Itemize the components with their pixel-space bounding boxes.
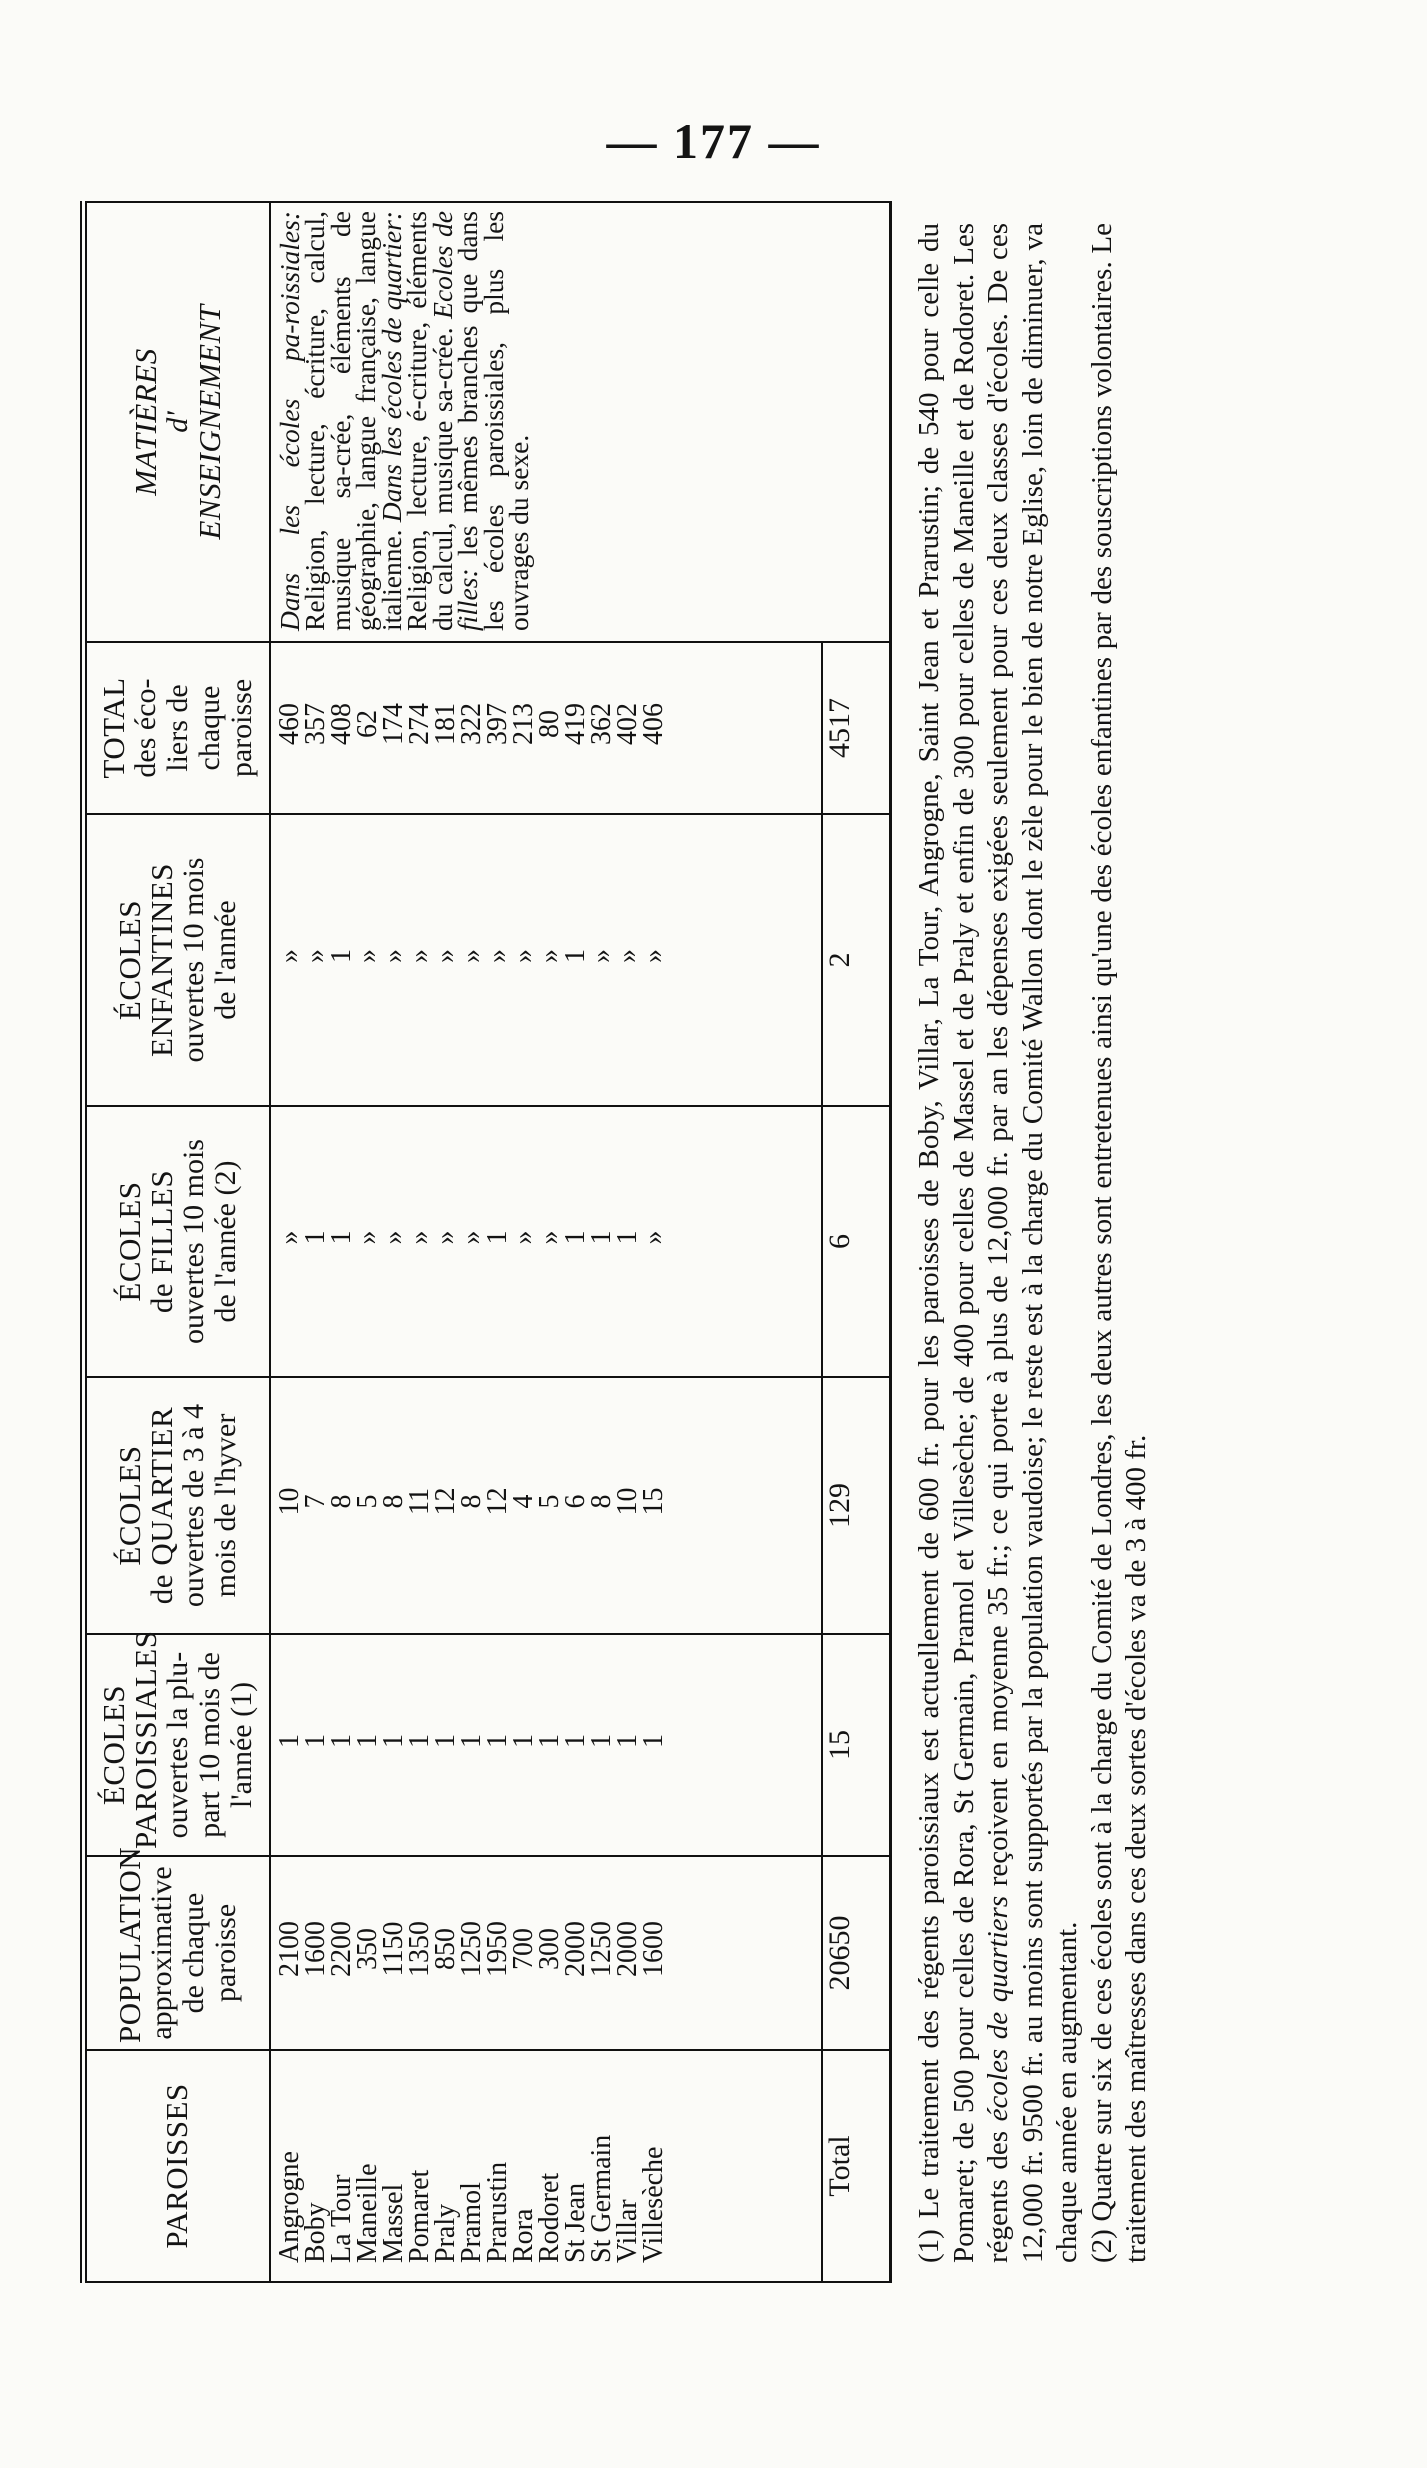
table-cell: 7 <box>299 1494 331 1509</box>
table-cell: Rora <box>507 2208 539 2263</box>
table-cell: » <box>455 1230 487 1245</box>
table-cell: » <box>611 949 643 963</box>
header-paroisses: PAROISSES <box>84 2050 270 2282</box>
table-cell: 8 <box>377 1494 409 1509</box>
table-cell: Praly <box>429 2203 461 2263</box>
total-label: Total <box>822 2050 891 2282</box>
footnotes <box>912 223 1154 2263</box>
col-matieres <box>270 202 891 642</box>
table-cell: » <box>429 1230 461 1245</box>
header-matieres: MATIÈRES d' ENSEIGNEMENT <box>84 202 270 642</box>
table-cell: 213 <box>507 703 539 745</box>
table-cell: 1 <box>273 1734 305 1748</box>
table-cell: 1 <box>559 1230 591 1245</box>
footnote-1: (1) Le traitement des régents paroissiaux est actuellement de 600 fr. pour les paroisses de Boby, Villar, La Tour, Angrogne, Saint Jean et Prarustin; de 540 pour celle du Pomaret; de 500 pour celles de Rora, St Germain, Pramol et Villesèche; de 400 pour celles de Massel et de Praly et enfin de 300 pour celles de Maneille et de Rodoret. Les régents des écoles de quartiers reçoivent en moyenne 35 fr.; ce qui porte à plus de 12,000 fr. par an les dépenses exigées seulement pour ces deux classes d'écoles. De ces 12,000 fr. 9500 fr. au moins sont supportés par la population vaudoise; le reste est à la charge du Comité Wallon dont le zèle pour le bien de notre Eglise, loin de diminuer, va chaque année en augmentant. <box>913 223 1083 2263</box>
table-cell: 1 <box>299 1734 331 1748</box>
table-cell: St Jean <box>559 2182 591 2263</box>
table-cell: La Tour <box>325 2174 357 2263</box>
table-cell: Rodoret <box>533 2172 565 2263</box>
total-ecoliers-list <box>271 643 667 813</box>
table-cell: 1 <box>533 1734 565 1748</box>
table-cell: 322 <box>455 703 487 745</box>
total-population: 20650 <box>822 1856 891 2050</box>
col-paroisses <box>270 2050 822 2282</box>
paroissiales-list <box>271 1635 667 1855</box>
table-cell: » <box>637 1230 669 1245</box>
filles-list <box>271 1107 667 1376</box>
table-cell: 1 <box>637 1734 669 1748</box>
table-cell: 11 <box>403 1488 435 1515</box>
table-cell: 700 <box>507 1928 539 1970</box>
table-cell: 1 <box>481 1230 513 1245</box>
table-cell: Prarustin <box>481 2161 513 2263</box>
table-cell: 350 <box>351 1928 383 1970</box>
table-cell: 174 <box>377 703 409 745</box>
page-number: — 177 — <box>606 113 821 169</box>
col-population <box>270 1856 822 2050</box>
table-cell: 62 <box>351 710 383 738</box>
table-cell: 1 <box>585 1230 617 1245</box>
table-cell: Massel <box>377 2183 409 2263</box>
table-cell: 419 <box>559 703 591 745</box>
matieres-fragment: Dans les écoles de quartier: <box>375 211 407 523</box>
table-cell: » <box>351 1230 383 1245</box>
table-cell: 1 <box>611 1230 643 1245</box>
table-cell: 15 <box>637 1487 669 1516</box>
table-cell: » <box>455 949 487 963</box>
table-cell: 1 <box>299 1230 331 1245</box>
table-cell: 1 <box>325 949 357 963</box>
col-enfantines <box>270 814 822 1106</box>
table-cell: 300 <box>533 1928 565 1970</box>
table-cell: 4 <box>507 1494 539 1509</box>
table-cell: » <box>377 949 409 963</box>
table-cell: Maneille <box>351 2163 383 2263</box>
table-cell: 5 <box>533 1494 565 1509</box>
table-cell: » <box>637 949 669 963</box>
table-cell: » <box>585 949 617 963</box>
table-cell: 6 <box>559 1494 591 1509</box>
table-cell: 1950 <box>481 1921 513 1977</box>
data-row <box>270 202 822 2282</box>
footnote-2: (2) Quatre sur six de ces écoles sont à la charge du Comité de Londres, les deux autres sont entretenues ainsi qu'une des écoles enfantines par des souscriptions volontaires. Le traitement des maîtresses dans ces deux sortes d'écoles va de 3 à 400 fr. <box>1085 223 1152 2263</box>
table-cell: » <box>377 1230 409 1245</box>
table-cell: 274 <box>403 703 435 745</box>
total-quartier: 129 <box>822 1377 891 1634</box>
table-cell: St Germain <box>585 2134 617 2263</box>
table-cell: 362 <box>585 703 617 745</box>
matieres-text <box>271 203 532 641</box>
table-cell: Villar <box>611 2199 643 2263</box>
table-cell: Angrogne <box>273 2151 305 2263</box>
table-cell: 1 <box>455 1734 487 1748</box>
table-cell: 408 <box>325 703 357 745</box>
matieres-fragment: les mêmes branches que dans les écoles paroissiales, plus les ouvrages du sexe. <box>452 211 534 631</box>
table-cell: 12 <box>429 1487 461 1516</box>
total-ecoliers: 4517 <box>822 642 891 814</box>
header-total-ecoliers: TOTAL des éco- liers de chaque paroisse <box>84 642 270 814</box>
table-cell: 1 <box>559 949 591 963</box>
table-cell: » <box>481 949 513 963</box>
table-cell: 10 <box>273 1487 305 1516</box>
table-cell: 1 <box>351 1734 383 1748</box>
rotated-page-content <box>80 203 1350 2283</box>
table-cell: » <box>299 949 331 963</box>
paroisses-list <box>271 2051 667 2281</box>
table-cell: 5 <box>351 1494 383 1509</box>
table-cell: 2000 <box>559 1921 591 1977</box>
header-filles: ÉCOLES de FILLES ouvertes 10 mois de l'année (2) <box>84 1106 270 1377</box>
table-cell: 1 <box>611 1734 643 1748</box>
table-cell: 1150 <box>377 1921 409 1977</box>
table-cell: 1250 <box>585 1921 617 1977</box>
col-paroissiales <box>270 1634 822 1856</box>
table-cell: 8 <box>585 1494 617 1509</box>
table-cell: Pomaret <box>403 2169 435 2263</box>
table-cell: Villesèche <box>637 2146 669 2263</box>
matieres-fragment: Religion, lecture, écriture, calcul, musique sa-crée, éléments de géographie, langue française, langue italienne. <box>299 211 407 631</box>
table-cell: » <box>403 949 435 963</box>
table-cell: Boby <box>299 2202 331 2263</box>
table-cell: 402 <box>611 703 643 745</box>
table-cell: » <box>403 1230 435 1245</box>
table-cell: 8 <box>325 1494 357 1509</box>
table-cell: » <box>507 949 539 963</box>
table-cell: 1 <box>559 1734 591 1748</box>
table-cell: 2100 <box>273 1921 305 1977</box>
table-cell: 1600 <box>637 1921 669 1977</box>
quartier-list <box>271 1378 667 1633</box>
col-filles <box>270 1106 822 1377</box>
table-cell: 1 <box>403 1734 435 1748</box>
header-quartier: ÉCOLES de QUARTIER ouvertes de 3 à 4 mois de l'hyver <box>84 1377 270 1634</box>
table-cell: 2200 <box>325 1921 357 1977</box>
table-cell: 1 <box>481 1734 513 1748</box>
table-cell: 10 <box>611 1487 643 1516</box>
matieres-fragment: Ecoles de filles: <box>426 211 483 631</box>
table-cell: 1 <box>429 1734 461 1748</box>
table-cell: 397 <box>481 703 513 745</box>
header-paroissiales: ÉCOLES PAROISSIALES ouvertes la plu- part 10 mois de l'année (1) <box>84 1634 270 1856</box>
table-cell: 1 <box>325 1734 357 1748</box>
header-population: POPULATION approximative de chaque paroisse <box>84 1856 270 2050</box>
col-quartier <box>270 1377 822 1634</box>
population-list <box>271 1857 667 2049</box>
table-cell: 460 <box>273 703 305 745</box>
table-cell: 406 <box>637 703 669 745</box>
table-cell: » <box>533 949 565 963</box>
table-cell: 1 <box>585 1734 617 1748</box>
table-cell: Pramol <box>455 2182 487 2263</box>
enfantines-list <box>271 815 667 1105</box>
total-paroissiales: 15 <box>822 1634 891 1856</box>
header-row <box>84 202 270 2282</box>
table-cell: 80 <box>533 710 565 738</box>
table-cell: 181 <box>429 703 461 745</box>
table-cell: » <box>273 949 305 963</box>
table-cell: 1 <box>507 1734 539 1748</box>
matieres-fragment: Religion, lecture, é-criture, éléments du calcul, musique sa-crée. <box>401 211 458 631</box>
table-cell: 1250 <box>455 1921 487 1977</box>
schools-statistics-table <box>80 201 892 2283</box>
header-enfantines: ÉCOLES ENFANTINES ouvertes 10 mois de l'année <box>84 814 270 1106</box>
table-cell: 1600 <box>299 1921 331 1977</box>
table-cell: 357 <box>299 703 331 745</box>
table-cell: 1 <box>325 1230 357 1245</box>
table-cell: 12 <box>481 1487 513 1516</box>
table-cell: » <box>507 1230 539 1245</box>
table-cell: 850 <box>429 1928 461 1970</box>
table-cell: » <box>429 949 461 963</box>
table-cell: 2000 <box>611 1921 643 1977</box>
table-cell: » <box>533 1230 565 1245</box>
table-cell: » <box>351 949 383 963</box>
table-cell: 8 <box>455 1494 487 1509</box>
total-filles: 6 <box>822 1106 891 1377</box>
matieres-fragment: Dans les écoles pa-roissiales: <box>273 211 305 631</box>
table-cell: 1350 <box>403 1921 435 1977</box>
col-total-ecoliers <box>270 642 822 814</box>
table-cell: 1 <box>377 1734 409 1748</box>
table-cell: » <box>273 1230 305 1245</box>
total-enfantines: 2 <box>822 814 891 1106</box>
